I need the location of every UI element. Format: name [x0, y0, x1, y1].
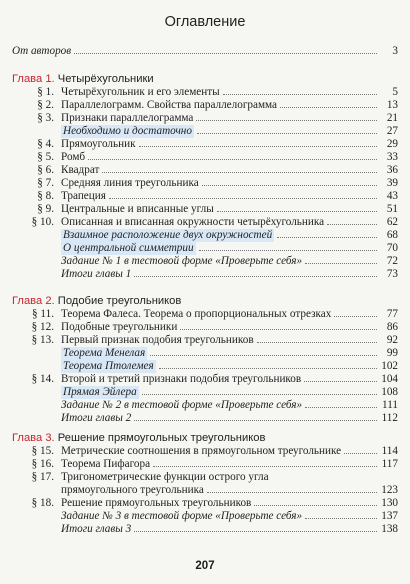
section-number: § 12. — [31, 321, 54, 333]
leader-dots — [217, 210, 377, 212]
toc-entry-page: 27 — [386, 125, 398, 137]
toc-entry-page: 5 — [392, 86, 398, 98]
toc-entry-preface[interactable] — [12, 45, 398, 58]
leader-dots — [197, 132, 377, 134]
toc-entry-continuation[interactable] — [12, 484, 398, 497]
section-number: § 15. — [31, 445, 54, 457]
toc-entry-title: О центральной симметрии — [63, 242, 194, 254]
leader-dots — [305, 262, 377, 264]
section-number: § 5. — [37, 151, 54, 163]
toc-entry-title: Решение прямоугольных треугольников — [61, 497, 252, 509]
section-number: § 10. — [31, 216, 54, 228]
chapter-name: Четырёхугольники — [57, 73, 154, 85]
toc-entry[interactable] — [12, 138, 398, 151]
leader-dots — [280, 106, 377, 108]
leader-dots — [304, 380, 377, 382]
toc-entry[interactable] — [12, 373, 398, 386]
toc-entry-title: Тригонометрические функции острого угла — [61, 471, 269, 483]
toc-entry[interactable] — [12, 164, 398, 177]
toc-entry-title: Необходимо и достаточно — [63, 125, 192, 137]
section-number: § 17. — [31, 471, 54, 483]
toc-entry-title: Теорема Пифагора — [61, 458, 151, 470]
toc-entry-page: 102 — [381, 360, 398, 372]
leader-dots — [327, 223, 377, 225]
toc-entry-page: 138 — [381, 523, 398, 535]
toc-entry-page: 39 — [386, 177, 398, 189]
section-number: § 2. — [37, 99, 54, 111]
chapter-number: Глава 3. — [12, 432, 55, 444]
toc-entry[interactable] — [12, 216, 398, 229]
toc-entry-page: 68 — [386, 229, 398, 241]
leader-dots — [134, 275, 377, 277]
toc-entry-title: Теорема Фалеса. Теорема о пропорциональных отрезках — [61, 308, 332, 320]
toc-entry[interactable] — [12, 523, 398, 536]
leader-dots — [134, 419, 377, 421]
toc-entry-page: 77 — [386, 308, 398, 320]
toc-entry[interactable] — [12, 321, 398, 334]
toc-entry[interactable] — [12, 86, 398, 99]
leader-dots — [223, 93, 377, 95]
leader-dots — [199, 249, 377, 251]
leader-dots — [74, 52, 377, 54]
toc-entry-title: Подобные треугольники — [61, 321, 178, 333]
toc-entry[interactable] — [12, 334, 398, 347]
leader-dots — [88, 158, 377, 160]
toc-entry-title: Итоги главы 1 — [61, 268, 132, 280]
toc-entry[interactable] — [12, 445, 398, 458]
toc-entry-page: 29 — [386, 138, 398, 150]
toc-entry-page: 13 — [386, 99, 398, 111]
toc-entry-title: Описанная и вписанная окружности четырёхугольника — [61, 216, 325, 228]
toc-entry-page: 137 — [381, 510, 398, 522]
toc-entry-page: 70 — [386, 242, 398, 254]
section-number: § 14. — [31, 373, 54, 385]
toc-entry[interactable] — [12, 360, 398, 373]
toc-entry-title: Задание № 2 в тестовой форме «Проверьте себя» — [61, 399, 303, 411]
toc-entry-title: Прямая Эйлера — [63, 386, 137, 398]
toc-entry[interactable] — [12, 458, 398, 471]
toc-entry-page: 92 — [386, 334, 398, 346]
toc-entry-title: Второй и третий признаки подобия треугольников — [61, 373, 302, 385]
toc-entry[interactable] — [12, 99, 398, 112]
leader-dots — [139, 145, 377, 147]
leader-dots — [202, 184, 377, 186]
toc-entry-page: 99 — [386, 347, 398, 359]
leader-dots — [344, 452, 377, 454]
section-number: § 6. — [37, 164, 54, 176]
leader-dots — [305, 406, 377, 408]
toc-entry[interactable] — [12, 347, 398, 360]
leader-dots — [334, 315, 377, 317]
toc-entry-page: 130 — [381, 497, 398, 509]
section-number: § 11. — [32, 308, 54, 320]
toc-entry-page: 73 — [386, 268, 398, 280]
chapter-number: Глава 2. — [12, 295, 55, 307]
toc-entry-title: Теорема Птолемея — [63, 360, 154, 372]
leader-dots — [150, 354, 377, 356]
leader-dots — [207, 491, 377, 493]
chapter-name: Решение прямоугольных треугольников — [57, 432, 266, 444]
section-number: § 13. — [31, 334, 54, 346]
toc-entry[interactable] — [12, 386, 398, 399]
chapter-heading-3[interactable] — [12, 432, 265, 445]
leader-dots — [109, 197, 377, 199]
section-number: § 4. — [37, 138, 54, 150]
toc-entry[interactable] — [12, 242, 398, 255]
toc-entry-title: От авторов — [12, 45, 72, 57]
chapter-name: Подобие треугольников — [57, 295, 182, 307]
toc-entry[interactable] — [12, 203, 398, 216]
toc-entry[interactable] — [12, 112, 398, 125]
toc-entry-page: 33 — [386, 151, 398, 163]
toc-entry[interactable] — [12, 177, 398, 190]
section-number: § 16. — [31, 458, 54, 470]
section-number: § 9. — [37, 203, 54, 215]
leader-dots — [257, 341, 377, 343]
toc-entry[interactable] — [12, 229, 398, 242]
section-number: § 18. — [31, 497, 54, 509]
toc-entry[interactable] — [12, 151, 398, 164]
toc-entry-page: 43 — [386, 190, 398, 202]
leader-dots — [277, 236, 377, 238]
chapter-heading-2[interactable] — [12, 295, 181, 308]
toc-entry-page: 123 — [381, 484, 398, 496]
toc-entry-page: 112 — [381, 412, 398, 424]
toc-entry-page: 111 — [382, 399, 398, 411]
leader-dots — [159, 367, 377, 369]
chapter-heading-1[interactable] — [12, 73, 154, 86]
toc-entry[interactable] — [12, 255, 398, 268]
page-number: 207 — [195, 560, 215, 572]
leader-dots — [196, 119, 377, 121]
toc-entry-page: 104 — [381, 373, 398, 385]
toc-entry-title: Прямоугольник — [61, 138, 136, 150]
toc-entry[interactable] — [12, 510, 398, 523]
toc-entry-title: Признаки параллелограмма — [61, 112, 194, 124]
toc-entry[interactable] — [12, 412, 398, 425]
section-number: § 1. — [37, 86, 54, 98]
toc-entry-title: Средняя линия треугольника — [61, 177, 199, 189]
toc-entry-page: 117 — [381, 458, 398, 470]
toc-entry-page: 114 — [381, 445, 398, 457]
toc-entry[interactable] — [12, 268, 398, 281]
section-number: § 3. — [37, 112, 54, 124]
leader-dots — [180, 328, 377, 330]
leader-dots — [134, 530, 377, 532]
toc-entry[interactable] — [12, 399, 398, 412]
toc-entry-page: 62 — [386, 216, 398, 228]
toc-entry-title: прямоугольного треугольника — [61, 484, 204, 496]
toc-entry-title: Задание № 3 в тестовой форме «Проверьте себя» — [61, 510, 303, 522]
toc-entry-page: 51 — [386, 203, 398, 215]
toc-entry-title: Параллелограмм. Свойства параллелограмма — [61, 99, 278, 111]
toc-entry-title: Взаимное расположение двух окружностей — [63, 229, 273, 241]
toc-entry-title: Трапеция — [61, 190, 106, 202]
chapter-number: Глава 1. — [12, 73, 55, 85]
section-number: § 7. — [37, 177, 54, 189]
toc-entry-title: Итоги главы 2 — [61, 412, 132, 424]
toc-entry-title: Метрические соотношения в прямоугольном треугольнике — [61, 445, 342, 457]
toc-entry[interactable] — [12, 125, 398, 138]
toc-entry-page: 72 — [386, 255, 398, 267]
toc-entry-title: Теорема Менелая — [63, 347, 146, 359]
toc-entry-page: 86 — [386, 321, 398, 333]
toc-entry-title: Центральные и вписанные углы — [61, 203, 214, 215]
toc-entry[interactable] — [12, 471, 398, 484]
leader-dots — [142, 393, 377, 395]
toc-entry-title: Четырёхугольник и его элементы — [61, 86, 220, 98]
section-number: § 8. — [37, 190, 54, 202]
toc-entry-page: 3 — [392, 45, 398, 57]
toc-entry-page: 36 — [386, 164, 398, 176]
toc-entry-page: 21 — [386, 112, 398, 124]
toc-entry-page: 108 — [381, 386, 398, 398]
toc-entry-title: Ромб — [61, 151, 86, 163]
toc-entry[interactable] — [12, 190, 398, 203]
toc-entry-title: Задание № 1 в тестовой форме «Проверьте себя» — [61, 255, 303, 267]
toc-entry[interactable] — [12, 308, 398, 321]
leader-dots — [305, 517, 377, 519]
toc-entry[interactable] — [12, 497, 398, 510]
leader-dots — [102, 171, 377, 173]
toc-entry-title: Квадрат — [61, 164, 100, 176]
toc-entry-title: Итоги главы 3 — [61, 523, 132, 535]
page-title: Оглавление — [164, 14, 246, 30]
leader-dots — [254, 504, 377, 506]
toc-entry-title: Первый признак подобия треугольников — [61, 334, 254, 346]
leader-dots — [153, 465, 377, 467]
